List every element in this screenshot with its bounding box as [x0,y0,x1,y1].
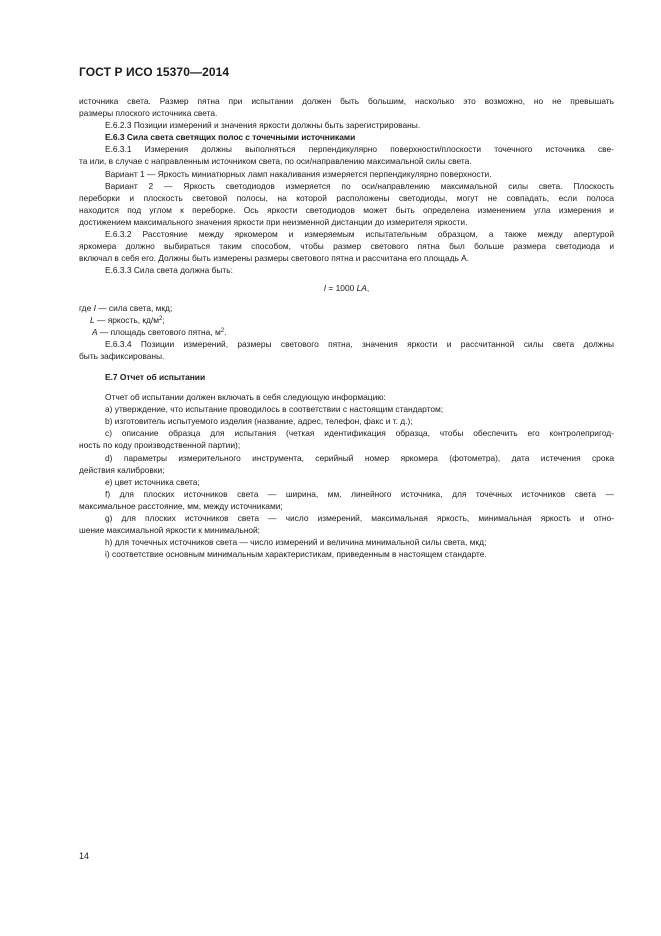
formula-la-symbol: LA [356,283,367,294]
document-body [79,95,614,560]
clause-e6-3-4: Е.6.3.4 Позиции измерений, размеры светового пятна, значения яркости и рассчитанной силы света должны [105,338,614,349]
list-item-continuation: шение максимальной яркости к минимальной; [79,525,260,536]
list-item: b) изготовитель испытуемого изделия (название, адрес, телефон, факс и т. д.); [105,416,413,427]
list-item-continuation: ность по коду производственной партии); [79,440,241,451]
list-item: g) для плоских источников света — число измерений, максимальная яркость, минимальная яркость и отно- [105,513,614,523]
paragraph-line: размеры плоского источника света. [79,108,218,119]
where-line-area: А — площадь светового пятна, $м^2$. [92,326,227,337]
paragraph-line: переборки и плоскость световой полосы, на которой расположены светодиоды, могут не совпадать, если полоса [79,192,614,203]
clause-e6-3-1: Е.6.3.1 Измерения должны выполняться перпендикулярно поверхности/плоскости точечного источника све- [105,144,614,155]
where-line-intensity: где I — сила света, мкд; [79,302,173,313]
list-item-continuation: действия калибровки; [79,464,165,475]
paragraph-line: включал в себя его. Должны быть измерены размеры светового пятна и рассчитана его площадь А. [79,253,470,264]
paragraph-line: находится под углом к переборке. Ось яркости светодиодов может быть определена изменением угла измерения и [79,204,614,215]
section-heading-e7: Е.7 Отчет об испытании [105,371,206,382]
page-number: 14 [79,851,90,861]
variant-1-paragraph: Вариант 1 — Яркость миниатюрных ламп накаливания измеряется перпендикулярно поверхности. [105,168,492,179]
formula-intensity-symbol: I [323,283,327,294]
formula-end: , [366,283,370,294]
clause-e6-3-2: Е.6.3.2 Расстояние между яркомером и измеряемым испытательным образцом, а также между апертурой [105,229,614,240]
document-header: ГОСТ Р ИСО 15370—2014 [79,65,230,79]
list-item: a) утверждение, что испытание проводилось в соответствии с настоящим стандартом; [105,404,444,415]
list-item: d) параметры измерительного инструмента, серийный номер яркомера (фотометра), дата истечения срока [105,452,614,463]
paragraph-line: достижением максимального значения яркости при неизменной дистанции до измерителя яркости. [79,216,468,227]
list-item: h) для точечных источников света — число измерений и величина минимальной силы света, мкд; [105,537,487,548]
list-item-continuation: максимальное расстояние, мм, между источниками; [79,500,283,511]
paragraph-line: яркомера должно выбираться таким способом, чтобы размер светового пятна был больше размера светодиода и [79,241,614,252]
report-intro: Отчет об испытании должен включать в себя следующую информацию: [105,392,386,403]
clause-e6-2-3: Е.6.2.3 Позиции измерений и значения яркости должны быть зарегистрированы. [105,120,421,131]
formula [79,282,614,294]
formula-constant: = 1000 [326,283,357,294]
list-item: e) цвет источника света; [105,476,200,487]
where-line-luminance: L — яркость, $кд/м^2$; [90,314,165,325]
paragraph-line: источника света. Размер пятна при испытании должен быть большим, насколько это возможно, но не превышать [79,96,614,106]
variant-2-paragraph: Вариант 2 — Яркость светодиодов измеряется по оси/направлению максимальной силы света. Плоскость [105,180,614,191]
list-item: c) описание образца для испытания (четкая идентификация образца, чтобы обеспечить его контролепригод- [105,428,614,439]
list-item: i) соответствие основным минимальным характеристикам, приведенным в настоящем стандарте. [105,549,487,560]
list-item: f) для плоских источников света — ширина, мм, линейного источника, для точечных источников света — [105,488,614,499]
clause-e6-3-3: Е.6.3.3 Сила света должна быть: [105,265,233,276]
section-heading-e6-3: Е.6.3 Сила света светящих полос с точечными источниками [105,132,356,143]
paragraph-line: та или, в случае с направленным источником света, по оси/направлению максимальной силы света. [79,156,472,167]
paragraph-line: быть зафиксированы. [79,350,165,361]
